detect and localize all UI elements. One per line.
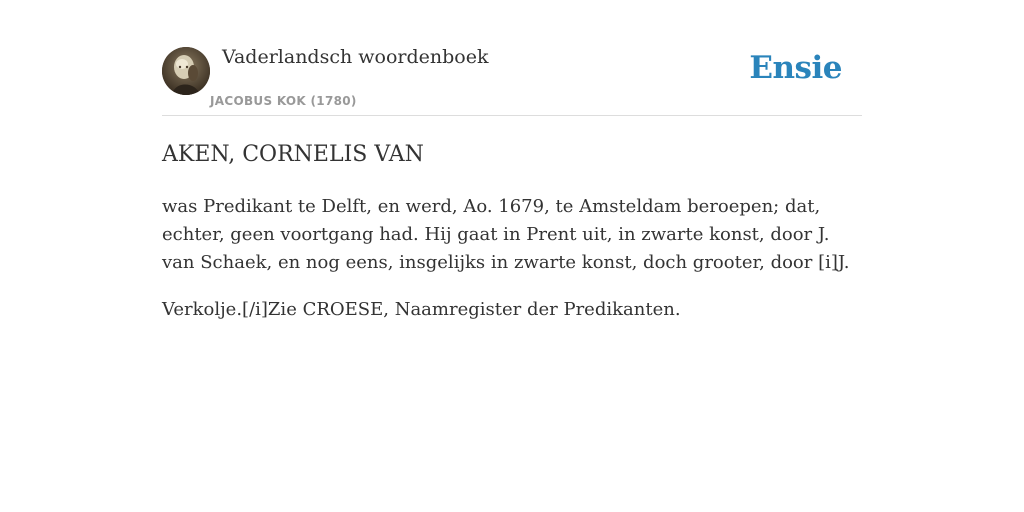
page-container — [162, 0, 862, 320]
book-title[interactable]: Vaderlandsch woordenboek — [222, 46, 489, 68]
entry-paragraph: Verkolje.[/i]Zie CROESE, Naamregister der Predikanten. — [162, 299, 681, 320]
header — [162, 0, 862, 116]
author-name[interactable]: JACOBUS KOK (1780) — [210, 94, 357, 108]
author-portrait-icon — [162, 47, 210, 95]
author-portrait-avatar — [162, 47, 210, 95]
entry-paragraph: was Predikant te Delft, en werd, Ao. 1679, te Amsteldam beroepen; dat, echter, geen voortgang had. Hij gaat in Prent uit, in zwarte konst, door J. van Schaek, en nog eens, insgelijks in zwarte konst, doch grooter, door [i]J. — [162, 196, 850, 273]
brand-logo-link[interactable]: Ensie — [749, 50, 842, 86]
entry-title: AKEN, CORNELIS VAN — [162, 142, 424, 167]
entry-body — [162, 193, 862, 343]
